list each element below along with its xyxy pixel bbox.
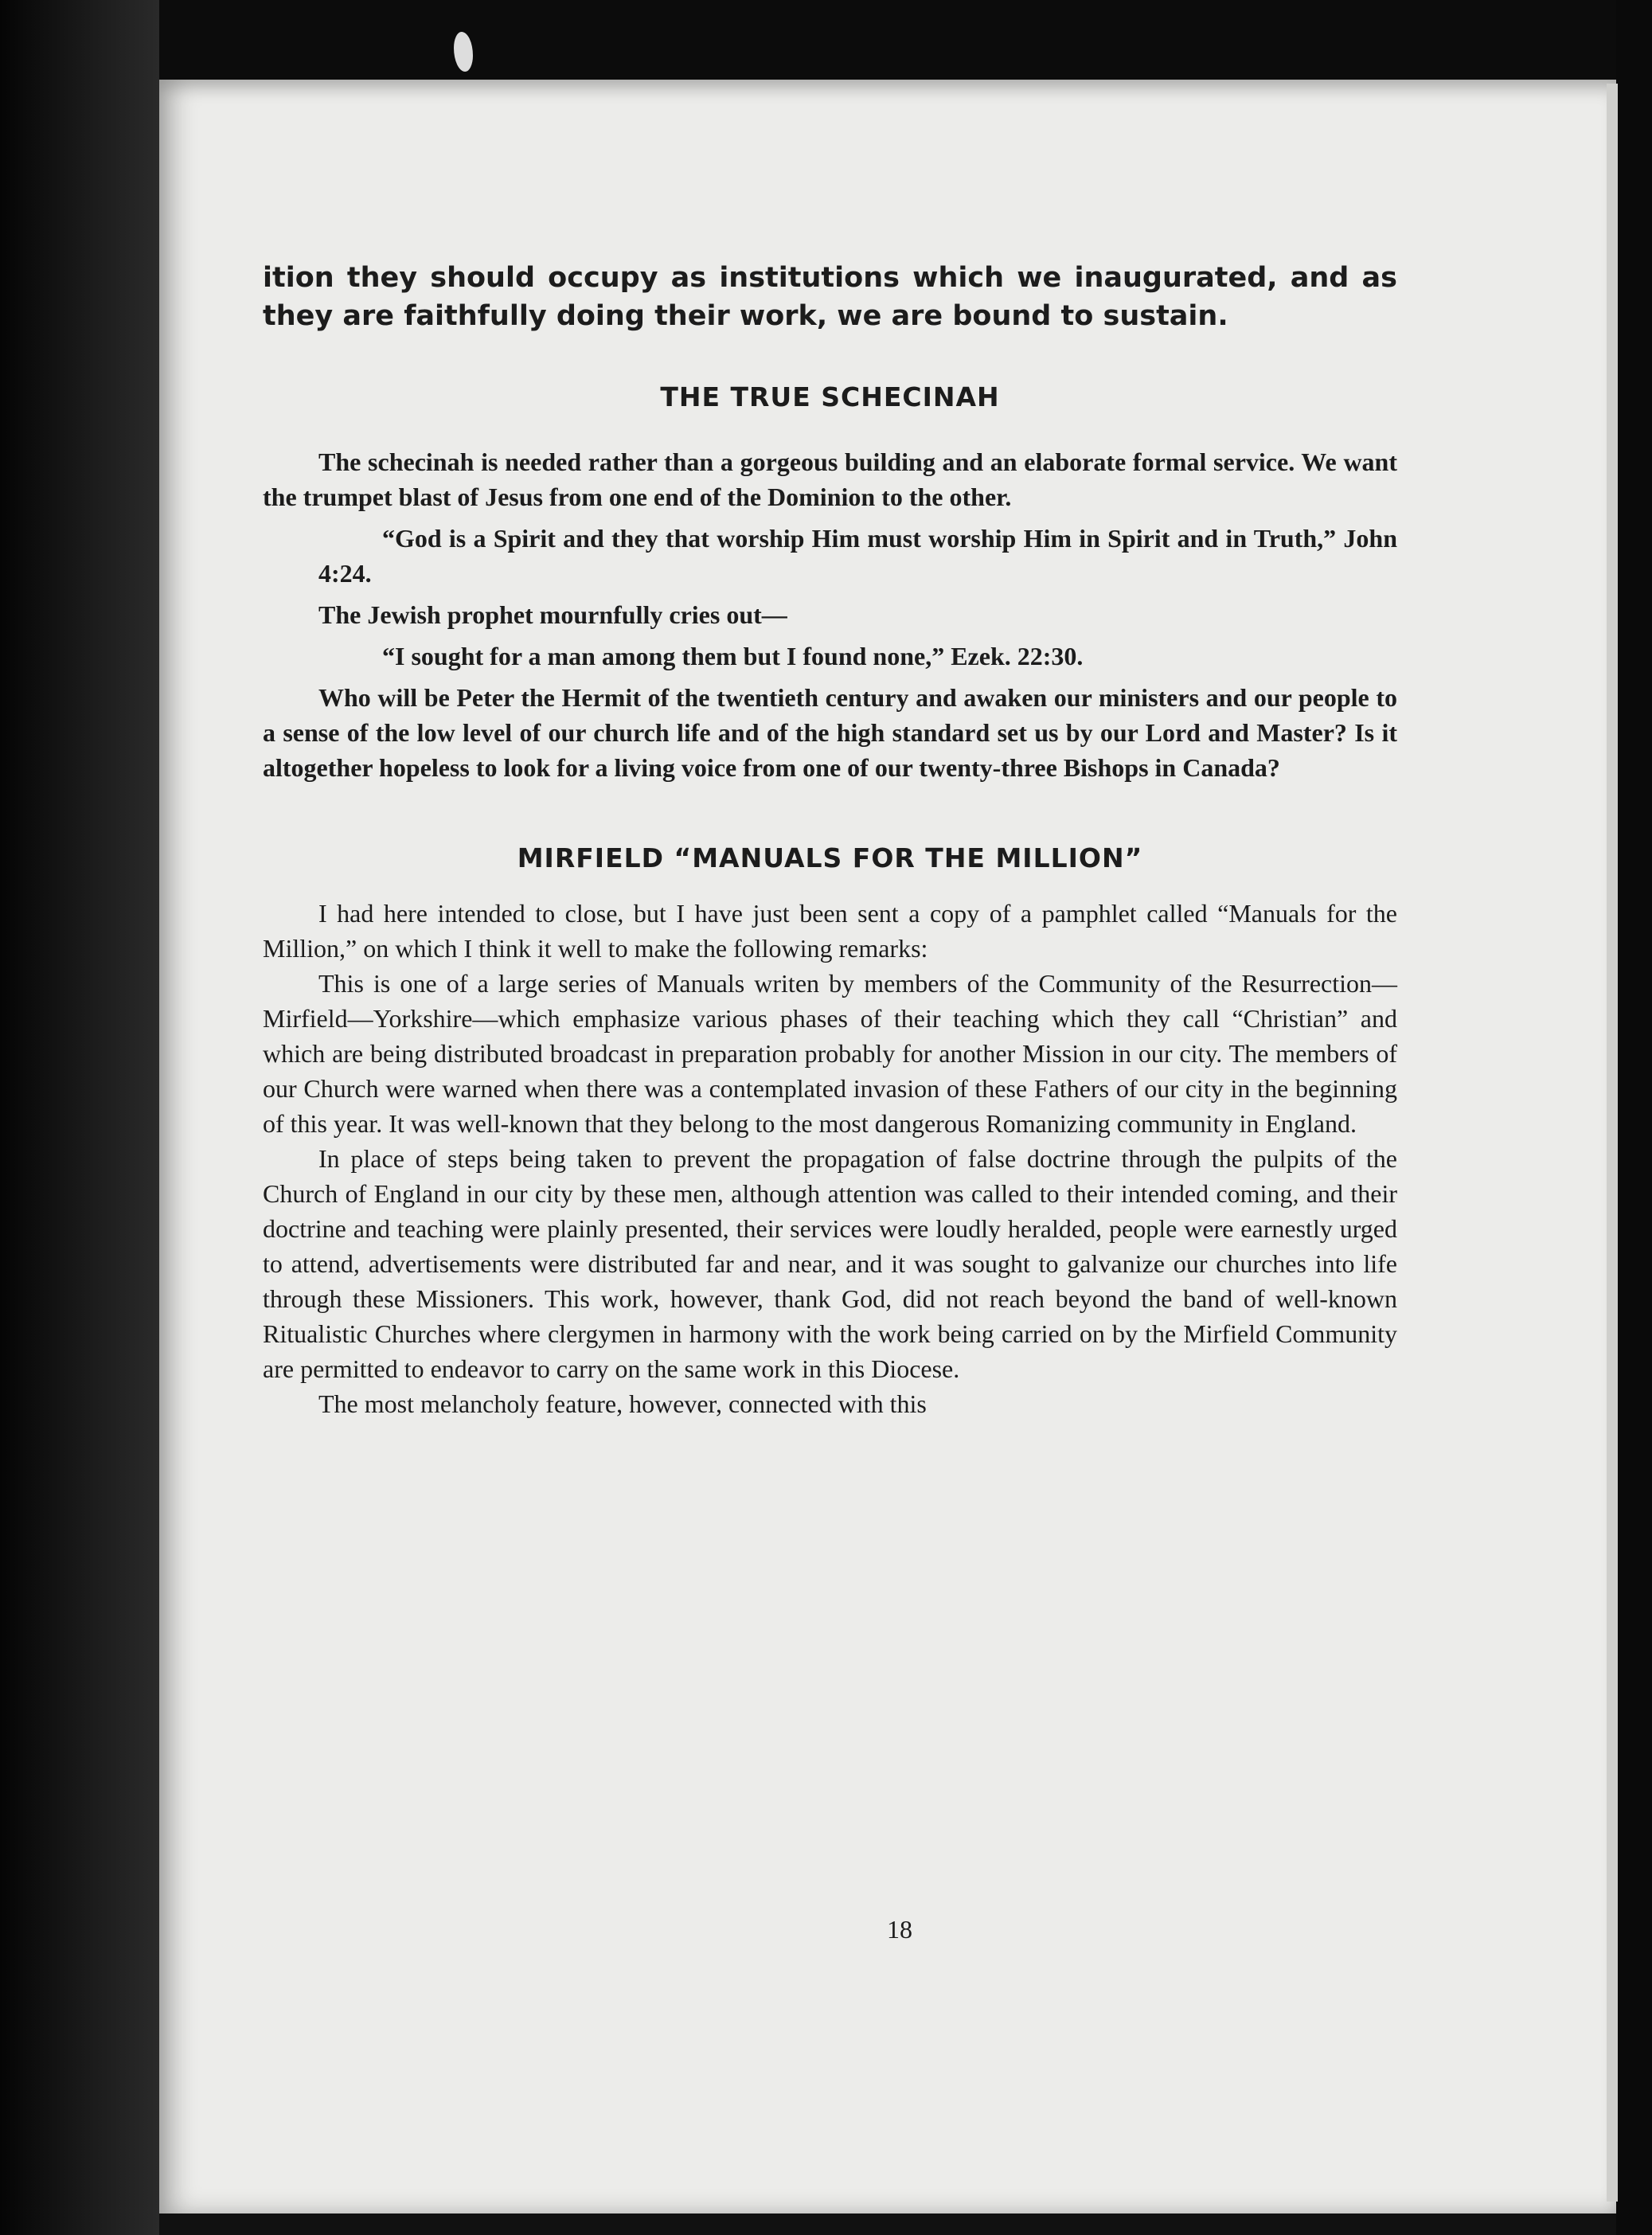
- paragraph: Who will be Peter the Hermit of the twentieth century and awaken our ministers and our people to a sense of the low level of our church life and of the high standard set us by our Lord and Master? Is it altogether hopeless to look for a living voice from one of our twenty-three Bishops in Canada?: [263, 683, 1397, 782]
- scan-border-top: [0, 0, 1652, 84]
- section-heading-mirfield-manuals: MIRFIELD “MANUALS FOR THE MILLION”: [517, 842, 1143, 873]
- page-edge: [1607, 84, 1618, 2202]
- paragraph: This is one of a large series of Manuals writen by members of the Community of the Resurrection—Mirfield—Yorkshire—which emphasize various phases of their teaching which they call “Christian” and which are being distributed broadcast in preparation probably for another Mission in our city. The members of our Church were warned when there was a contemplated invasion of these Fathers of our city in the beginning of this year. It was well-known that they belong to the most dangerous Romanizing community in England.: [263, 969, 1397, 1138]
- paragraph: The schecinah is needed rather than a gorgeous building and an elaborate formal service. We want the trumpet blast of Jesus from one end of the Dominion to the other.: [263, 447, 1397, 511]
- section-heading-true-schecinah: THE TRUE SCHECINAH: [660, 381, 1000, 412]
- paragraph: The most melancholy feature, however, connected with this: [318, 1389, 927, 1418]
- paragraph: I had here intended to close, but I have just been sent a copy of a pamphlet called “Manuals for the Million,” on which I think it well to make the following remarks:: [263, 899, 1397, 963]
- page-content: [263, 259, 1397, 1421]
- page-number: 18: [887, 1915, 912, 1944]
- paragraph: The Jewish prophet mournfully cries out—: [318, 600, 787, 629]
- scan-border-left: [0, 0, 159, 2235]
- paragraph: In place of steps being taken to prevent the propagation of false doctrine through the pulpits of the Church of England in our city by these men, although attention was called to their intended coming, and their doctrine and teaching were plainly presented, their services were loudly heralded, people were earnestly urged to attend, advertisements were distributed far and near, and it was sought to galvanize our churches into life through these Missioners. This work, however, thank God, did not reach beyond the band of well-known Ritualistic Churches where clergymen in harmony with the work being carried on by the Mirfield Community are permitted to endeavor to carry on the same work in this Diocese.: [263, 1144, 1397, 1383]
- scripture-quote: “God is a Spirit and they that worship Him must worship Him in Spirit and in Truth,” John 4:24.: [318, 524, 1397, 588]
- continuation-paragraph: ition they should occupy as institutions which we inaugurated, and as they are faithfully doing their work, we are bound to sustain.: [263, 262, 1397, 332]
- scan-border-right: [1616, 0, 1652, 2235]
- scripture-quote: “I sought for a man among them but I found none,” Ezek. 22:30.: [382, 642, 1084, 670]
